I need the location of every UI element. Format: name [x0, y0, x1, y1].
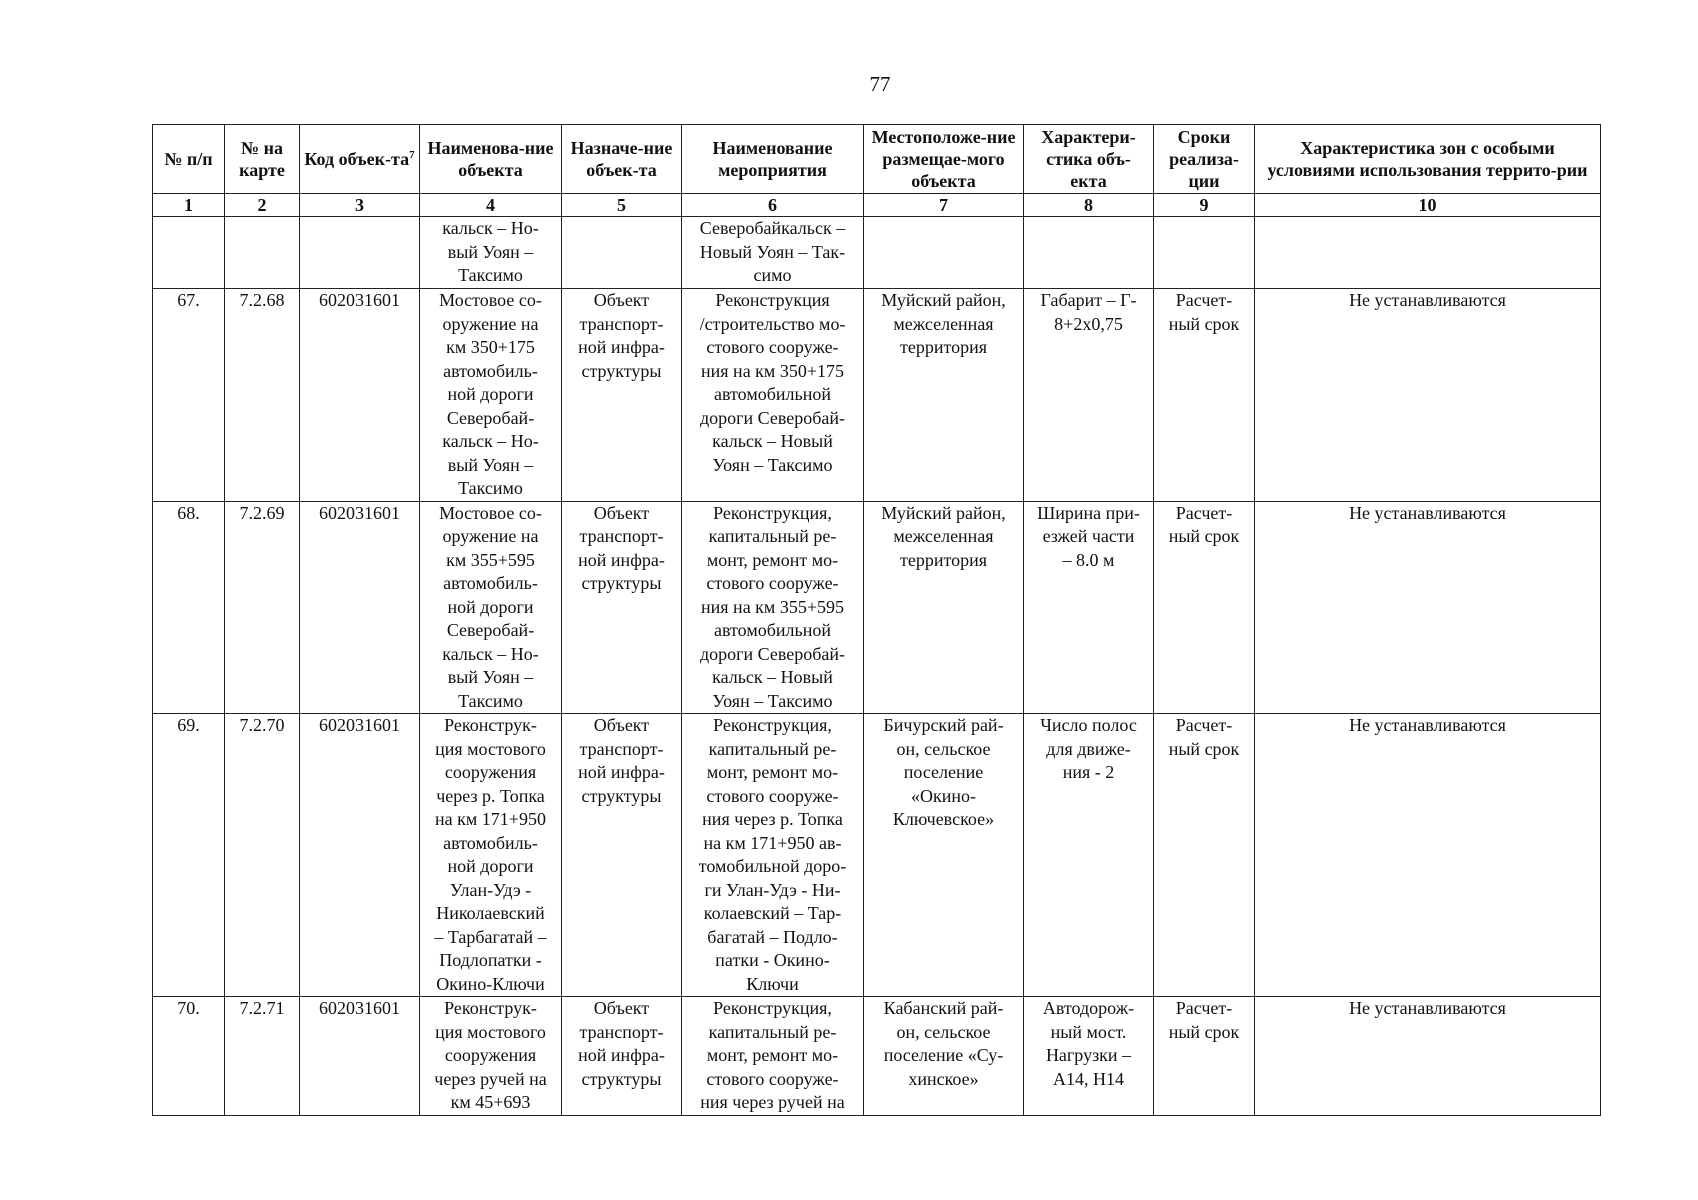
- cell-measure-name: Реконструкция, капитальный ре- монт, ремонт мо- стового сооруже- ния на км 355+595 автомобильной дороги Северобай- кальск – Новый Уоян – Таксимо: [682, 501, 864, 714]
- column-number: 8: [1024, 194, 1154, 217]
- header-cell-special-zones: Характеристика зон с особыми условиями использования террито-рии: [1255, 125, 1601, 194]
- header-cell-map-number: № на карте: [225, 125, 300, 194]
- cell-special-zones: [1255, 217, 1601, 289]
- cell-number: 68.: [153, 501, 225, 714]
- planned-objects-table: [152, 124, 1601, 1116]
- cell-measure-name: Реконструкция, капитальный ре- монт, ремонт мо- стового сооруже- ния через ручей на: [682, 997, 864, 1116]
- cell-object-purpose: Объект транспорт- ной инфра- структуры: [562, 714, 682, 997]
- header-cell-object-code: [300, 125, 420, 194]
- footnote-marker: 7: [409, 149, 415, 161]
- header-cell-location: Местоположе-ние размещае-мого объекта: [864, 125, 1024, 194]
- cell-special-zones: Не устанавливаются: [1255, 714, 1601, 997]
- cell-object-purpose: [562, 217, 682, 289]
- column-number: 2: [225, 194, 300, 217]
- column-number-row: [153, 194, 1601, 217]
- cell-object-name: Реконструк- ция мостового сооружения через ручей на км 45+693: [420, 997, 562, 1116]
- cell-object-name: Мостовое со- оружение на км 355+595 автомобиль- ной дороги Северобай- кальск – Но- вый Уоян – Таксимо: [420, 501, 562, 714]
- cell-timeframe: Расчет- ный срок: [1154, 501, 1255, 714]
- cell-special-zones: Не устанавливаются: [1255, 501, 1601, 714]
- cell-number: 67.: [153, 289, 225, 502]
- column-number: 9: [1154, 194, 1255, 217]
- cell-special-zones: Не устанавливаются: [1255, 289, 1601, 502]
- cell-number: [153, 217, 225, 289]
- cell-map-number: 7.2.70: [225, 714, 300, 997]
- column-number: 5: [562, 194, 682, 217]
- header-cell-characteristics: Характери-стика объ-екта: [1024, 125, 1154, 194]
- cell-timeframe: Расчет- ный срок: [1154, 289, 1255, 502]
- column-number: 1: [153, 194, 225, 217]
- cell-map-number: 7.2.69: [225, 501, 300, 714]
- cell-location: Муйский район, межселенная территория: [864, 501, 1024, 714]
- cell-object-code: [300, 217, 420, 289]
- header-cell-measure-name: Наименование мероприятия: [682, 125, 864, 194]
- column-number: 4: [420, 194, 562, 217]
- cell-number: 70.: [153, 997, 225, 1116]
- cell-location: Муйский район, межселенная территория: [864, 289, 1024, 502]
- header-cell-object-purpose: Назначе-ние объек-та: [562, 125, 682, 194]
- cell-characteristics: Автодорож- ный мост. Нагрузки – А14, Н14: [1024, 997, 1154, 1116]
- cell-location: [864, 217, 1024, 289]
- header-object-code-text: Код объек-та: [304, 149, 410, 169]
- cell-measure-name: Реконструкция, капитальный ре- монт, ремонт мо- стового сооруже- ния через р. Топка на км 171+950 ав- томобильной доро- ги Улан-Удэ - Ни- колаевский – Тар- багатай – Подло- патки - Окино- Ключи: [682, 714, 864, 997]
- cell-characteristics: [1024, 217, 1154, 289]
- cell-timeframe: Расчет- ный срок: [1154, 997, 1255, 1116]
- cell-object-code: 602031601: [300, 714, 420, 997]
- column-number: 3: [300, 194, 420, 217]
- cell-map-number: 7.2.68: [225, 289, 300, 502]
- table-row: [153, 997, 1601, 1116]
- header-cell-timeframe: Сроки реализа-ции: [1154, 125, 1255, 194]
- cell-object-purpose: Объект транспорт- ной инфра- структуры: [562, 501, 682, 714]
- cell-object-name: Мостовое со- оружение на км 350+175 автомобиль- ной дороги Северобай- кальск – Но- вый Уоян – Таксимо: [420, 289, 562, 502]
- column-number: 7: [864, 194, 1024, 217]
- cell-location: Кабанский рай- он, сельское поселение «Су- хинское»: [864, 997, 1024, 1116]
- cell-object-purpose: Объект транспорт- ной инфра- структуры: [562, 289, 682, 502]
- cell-map-number: 7.2.71: [225, 997, 300, 1116]
- cell-characteristics: Ширина при- езжей части – 8.0 м: [1024, 501, 1154, 714]
- cell-object-code: 602031601: [300, 289, 420, 502]
- page-number: 77: [869, 72, 891, 96]
- table-row-continuation: [153, 217, 1601, 289]
- table-row: [153, 501, 1601, 714]
- cell-number: 69.: [153, 714, 225, 997]
- cell-location: Бичурский рай- он, сельское поселение «Окино- Ключевское»: [864, 714, 1024, 997]
- cell-object-name: кальск – Но- вый Уоян – Таксимо: [420, 217, 562, 289]
- column-number: 10: [1255, 194, 1601, 217]
- header-cell-number: № п/п: [153, 125, 225, 194]
- cell-object-purpose: Объект транспорт- ной инфра- структуры: [562, 997, 682, 1116]
- cell-object-name: Реконструк- ция мостового сооружения через р. Топка на км 171+950 автомобиль- ной дороги Улан-Удэ - Николаевский – Тарбагатай – Подлопатки - Окино-Ключи: [420, 714, 562, 997]
- table-row: [153, 289, 1601, 502]
- column-number: 6: [682, 194, 864, 217]
- cell-characteristics: Габарит – Г- 8+2х0,75: [1024, 289, 1154, 502]
- cell-object-code: 602031601: [300, 997, 420, 1116]
- cell-measure-name: Северобайкальск – Новый Уоян – Так- симо: [682, 217, 864, 289]
- cell-characteristics: Число полос для движе- ния - 2: [1024, 714, 1154, 997]
- header-cell-object-name: Наименова-ние объекта: [420, 125, 562, 194]
- cell-object-code: 602031601: [300, 501, 420, 714]
- table-row: [153, 714, 1601, 997]
- cell-map-number: [225, 217, 300, 289]
- cell-special-zones: Не устанавливаются: [1255, 997, 1601, 1116]
- header-row: [153, 125, 1601, 194]
- cell-timeframe: [1154, 217, 1255, 289]
- cell-timeframe: Расчет- ный срок: [1154, 714, 1255, 997]
- cell-measure-name: Реконструкция /строительство мо- стового сооруже- ния на км 350+175 автомобильной дороги Северобай- кальск – Новый Уоян – Таксимо: [682, 289, 864, 502]
